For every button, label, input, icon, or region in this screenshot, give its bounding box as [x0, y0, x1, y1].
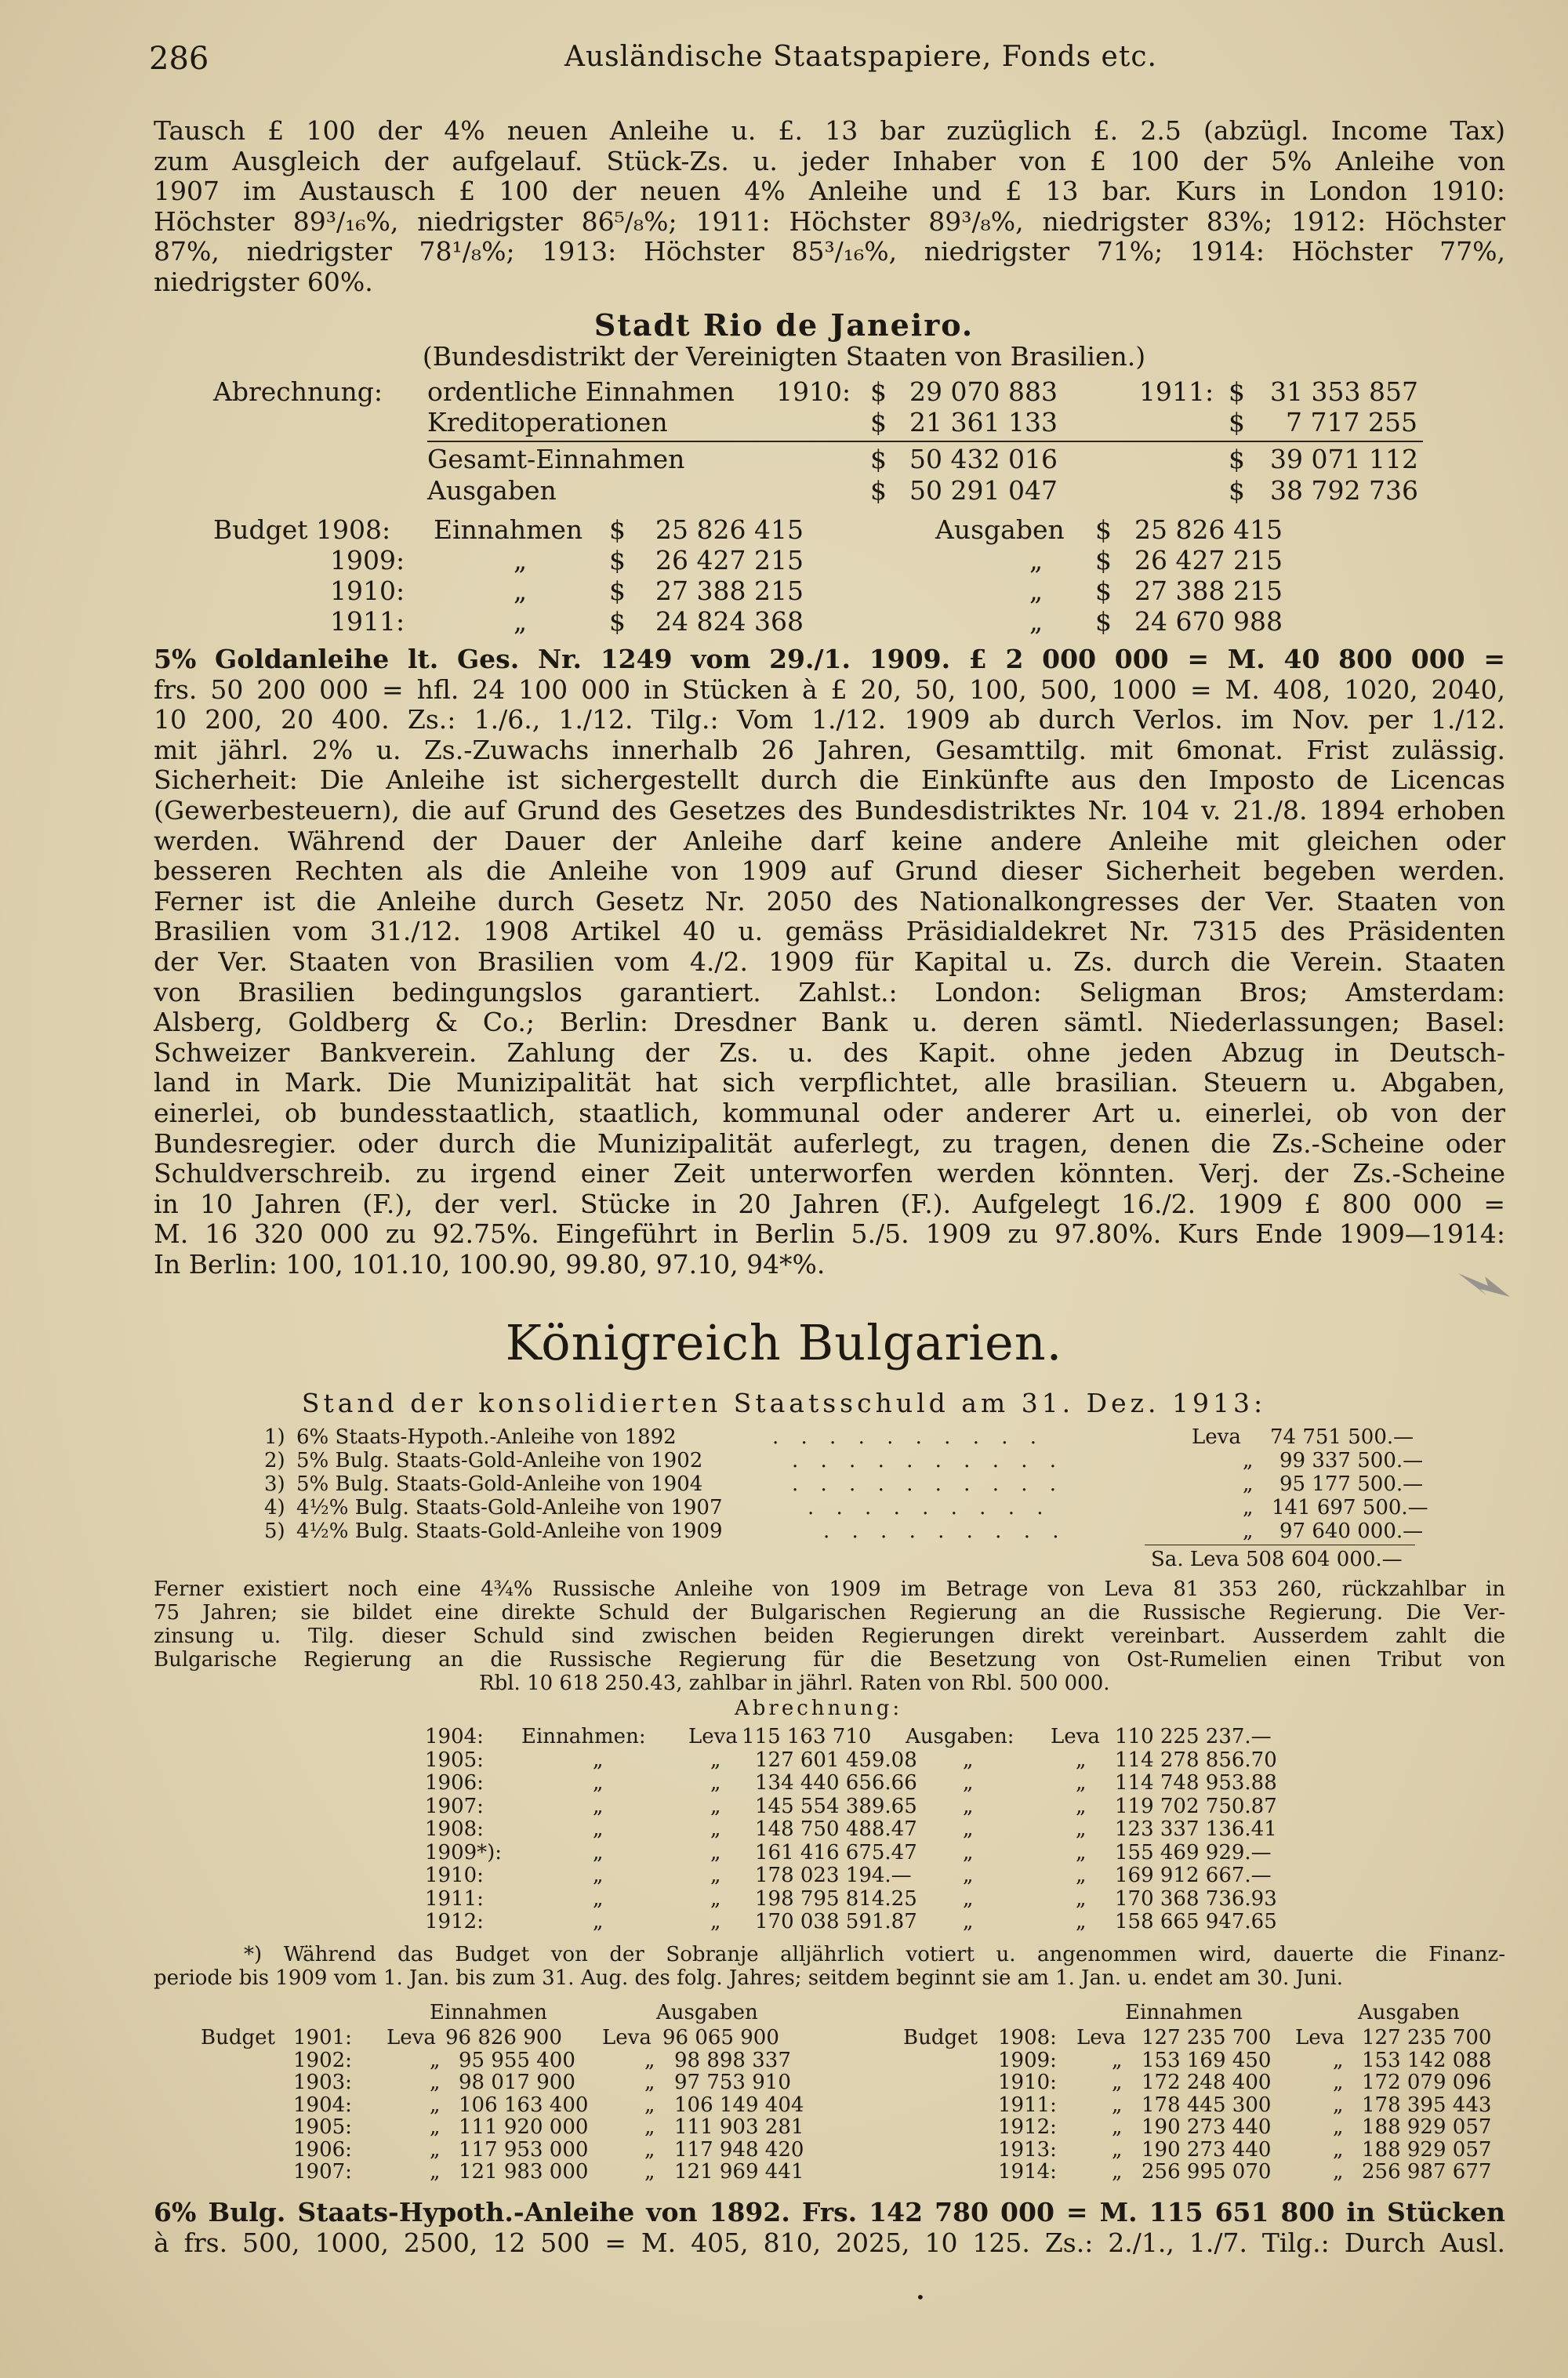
ausgaben-value: 97 753 910: [674, 2071, 791, 2094]
ditto-mark: „: [593, 1794, 604, 1818]
ditto-mark: „: [644, 2093, 655, 2117]
text-line: (Gewerbesteuern), die auf Grund des Gesetzes des Bundesdistriktes Nr. 104 v. 21./8. 1894 erhoben: [154, 794, 1505, 826]
currency-symbol: $: [1229, 407, 1245, 437]
einnahmen-value: 95 955 400: [459, 2048, 575, 2072]
debt-name: 4½% Bulg. Staats-Gold-Anleihe von 1907: [296, 1496, 723, 1519]
ditto-mark: „: [1029, 545, 1044, 575]
budget-label: Budget: [903, 2026, 978, 2049]
text-line: 5% Goldanleihe lt. Ges. Nr. 1249 vom 29./1. 1909. £ 2 000 000 = M. 40 800 000 =: [154, 644, 1505, 674]
text-line: Höchster 89³/₁₆%, niedrigster 86⁵/₈%; 1911: Höchster 89³/₈%, niedrigster 83%; 1912: Höchster: [154, 205, 1505, 237]
account-year: 1908:: [425, 1817, 484, 1841]
debt-name: 6% Staats-Hypoth.-Anleihe von 1892: [296, 1425, 677, 1449]
einnahmen-value: 98 017 900: [459, 2071, 575, 2094]
list-number: 3): [264, 1472, 285, 1496]
leader-dots: . . . . . . . . . .: [792, 1449, 1065, 1472]
value: 24 824 368: [655, 606, 804, 637]
budget-header-einnahmen: Einnahmen: [430, 2001, 547, 2024]
ditto-mark: „: [430, 2160, 441, 2184]
ditto-mark: „: [430, 2071, 441, 2094]
account-year: 1911:: [425, 1886, 484, 1911]
abrechnung-title: Abrechnung:: [735, 1697, 903, 1720]
text-line: 75 Jahren; sie bildet eine direkte Schuld der Bulgarischen Regierung an die Russische Regierung. Die Ver-: [154, 1601, 1505, 1625]
ditto-mark: „: [1076, 1794, 1087, 1818]
currency-label: Leva: [1076, 2026, 1126, 2049]
einnahmen-value: 111 920 000: [459, 2115, 589, 2139]
currency-symbol: $: [1095, 575, 1112, 606]
ausgaben-value: 111 903 281: [674, 2115, 804, 2139]
ausgaben-value: 188 929 057: [1362, 2115, 1492, 2139]
account-year: 1907:: [425, 1794, 484, 1818]
text-line: von Brasilien bedingungslos garantiert. Zahlst.: London: Seligman Bros; Amsterdam:: [154, 976, 1505, 1007]
ditto-mark: „: [710, 1886, 721, 1911]
ditto-mark: „: [514, 545, 528, 575]
currency-symbol: $: [609, 575, 626, 606]
text-line: Tausch £ 100 der 4% neuen Anleihe u. £. 13 bar zuzüglich £. 2.5 (abzügl. Income Tax): [154, 115, 1505, 146]
ditto-mark: „: [644, 2115, 655, 2139]
leader-dots: . . . . . . . . . .: [772, 1425, 1045, 1449]
ausgaben-value: 178 395 443: [1362, 2093, 1492, 2117]
text-line: à frs. 500, 1000, 2500, 12 500 = M. 405, 810, 2025, 10 125. Zs.: 2./1., 1./7. Tilg.: Durch Ausl.: [154, 2227, 1505, 2258]
currency-label: Leva: [1192, 1425, 1241, 1449]
row-label: Gesamt-Einnahmen: [427, 444, 685, 474]
debt-name: 5% Bulg. Staats-Gold-Anleihe von 1902: [296, 1449, 703, 1472]
ditto-mark: „: [593, 1840, 604, 1864]
account-year: 1910:: [425, 1864, 484, 1887]
ditto-mark: „: [1333, 2160, 1344, 2184]
budget-year: 1911:: [330, 606, 405, 637]
text-line: land in Mark. Die Munizipalität hat sich verpflichtet, alle brasilian. Steuern u. Abgaben,: [154, 1067, 1505, 1098]
currency-label: Leva: [688, 1725, 738, 1748]
ditto-mark: „: [1112, 2115, 1123, 2139]
running-title: Ausländische Staatspapiere, Fonds etc.: [564, 41, 1157, 73]
footnote: [154, 1943, 1505, 1990]
currency-symbol: $: [1229, 475, 1245, 506]
ditto-mark: „: [430, 2115, 441, 2139]
budget-year: 1911:: [998, 2093, 1057, 2117]
value: 31 353 857: [1270, 376, 1418, 407]
einnahmen-value: 161 416 675.47: [755, 1840, 917, 1864]
section-subheading-rio: (Bundesdistrikt der Vereinigten Staaten von Brasilien.): [422, 341, 1146, 372]
currency-symbol: $: [609, 606, 626, 637]
ditto-mark: „: [1076, 1886, 1087, 1911]
ditto-mark: „: [963, 1794, 974, 1818]
text-line: Sicherheit: Die Anleihe ist sichergestellt durch die Einkünfte aus den Imposto de Licencas: [154, 764, 1505, 796]
list-number: 5): [264, 1519, 285, 1543]
ausgaben-label: Ausgaben: [935, 514, 1065, 545]
ausgaben-value: 170 368 736.93: [1115, 1886, 1277, 1911]
budget-header-ausgaben: Ausgaben: [656, 2001, 758, 2024]
einnahmen-value: 134 440 656.66: [755, 1771, 917, 1795]
currency-symbol: $: [870, 475, 887, 506]
text-line: Bulgarische Regierung an die Russische Regierung für die Besetzung von Ost-Rumelien einen Tribut von: [154, 1648, 1505, 1672]
ausgaben-value: 98 898 337: [674, 2048, 791, 2072]
ditto-mark: „: [593, 1817, 604, 1841]
ditto-mark: „: [1333, 2071, 1344, 2094]
leader-dots: . . . . . . . . .: [823, 1519, 1067, 1543]
ausgaben-value: 256 987 677: [1362, 2160, 1492, 2184]
text-line: zinsung u. Tilg. dieser Schuld sind zwischen beiden Regierungen direkt vereinbart. Ausserdem zahlt die: [154, 1625, 1505, 1648]
ditto-mark: „: [593, 1771, 604, 1795]
ausgaben-value: 121 969 441: [674, 2160, 804, 2184]
text-line: zum Ausgleich der aufgelauf. Stück-Zs. u. jeder Inhaber von £ 100 der 5% Anleihe von: [154, 145, 1505, 176]
ditto-mark: „: [1243, 1449, 1254, 1472]
ausgaben-value: 155 469 929.—: [1115, 1840, 1272, 1864]
ditto-mark: „: [593, 1864, 604, 1887]
currency-symbol: $: [1229, 444, 1245, 474]
ditto-mark: „: [593, 1886, 604, 1911]
row-label: Kreditoperationen: [427, 407, 668, 437]
text-line: in 10 Jahren (F.), der verl. Stücke in 20 Jahren (F.). Aufgelegt 16./2. 1909 £ 800 000 =: [154, 1188, 1505, 1219]
value: 7 717 255: [1286, 407, 1417, 437]
debt-name: 5% Bulg. Staats-Gold-Anleihe von 1904: [296, 1472, 703, 1496]
ditto-mark: „: [1112, 2160, 1123, 2184]
budget-year: 1903:: [293, 2071, 352, 2094]
ditto-mark: „: [1029, 575, 1044, 606]
account-year: 1912:: [425, 1910, 484, 1933]
ausgaben-value: 110 225 237.—: [1115, 1725, 1272, 1748]
ditto-mark: „: [710, 1794, 721, 1818]
budget-year: 1908:: [998, 2026, 1057, 2049]
budget-year: 1901:: [293, 2026, 352, 2049]
einnahmen-value: 106 163 400: [459, 2093, 589, 2117]
budget-label: Budget: [201, 2026, 275, 2049]
value: 27 388 215: [655, 575, 804, 606]
text-line: niedrigster 60%.: [154, 266, 373, 297]
sum-rule: [427, 441, 1423, 442]
ditto-mark: „: [430, 2048, 441, 2072]
ditto-mark: „: [430, 2137, 441, 2162]
currency-symbol: $: [870, 376, 887, 407]
year-label: 1911:: [1139, 376, 1214, 407]
text-line: 87%, niedrigster 78¹/₈%; 1913: Höchster 85³/₁₆%, niedrigster 71%; 1914: Höchster 77%,: [154, 236, 1505, 267]
text-line: Ferner existiert noch eine 4¾% Russische Anleihe von 1909 im Betrage von Leva 81 353 260, rückzahlbar in: [154, 1577, 1505, 1601]
currency-symbol: $: [1095, 606, 1112, 637]
ditto-mark: „: [644, 2137, 655, 2162]
ditto-mark: „: [963, 1864, 974, 1887]
ausgaben-value: 114 278 856.70: [1115, 1748, 1277, 1772]
einnahmen-value: 121 983 000: [459, 2160, 589, 2184]
ausgaben-value: 158 665 947.65: [1115, 1910, 1277, 1933]
ditto-mark: „: [963, 1910, 974, 1933]
ditto-mark: „: [644, 2048, 655, 2072]
currency-label: Leva: [1051, 1725, 1100, 1748]
budget-year: 1909:: [330, 545, 405, 575]
ditto-mark: „: [1112, 2071, 1123, 2094]
einnahmen-label: Einnahmen:: [521, 1725, 646, 1748]
currency-label: Leva: [1295, 2026, 1345, 2049]
ditto-mark: „: [1243, 1496, 1254, 1519]
einnahmen-value: 117 953 000: [459, 2137, 589, 2162]
currency-symbol: $: [1229, 376, 1245, 407]
value: 25 826 415: [655, 514, 804, 545]
einnahmen-value: 115 163 710: [742, 1725, 872, 1748]
value: 24 670 988: [1134, 606, 1283, 637]
ditto-mark: „: [1333, 2048, 1344, 2072]
einnahmen-value: 153 169 450: [1142, 2048, 1272, 2072]
einnahmen-value: 145 554 389.65: [755, 1794, 917, 1818]
budget-header-einnahmen: Einnahmen: [1125, 2001, 1243, 2024]
currency-symbol: $: [1095, 514, 1112, 545]
text-line: Ferner ist die Anleihe durch Gesetz Nr. 2050 des Nationalkongresses der Ver. Staaten von: [154, 885, 1505, 917]
budget-year: 1914:: [998, 2160, 1057, 2184]
leader-dots: . . . . . . . . .: [808, 1496, 1051, 1519]
einnahmen-value: 190 273 440: [1142, 2115, 1272, 2139]
year-label: 1910:: [776, 376, 851, 407]
ausgaben-value: 127 235 700: [1362, 2026, 1492, 2049]
value: 25 826 415: [1134, 514, 1283, 545]
ditto-mark: „: [710, 1864, 721, 1887]
ditto-mark: „: [963, 1840, 974, 1864]
einnahmen-value: 172 248 400: [1142, 2071, 1272, 2094]
text-line: frs. 50 200 000 = hfl. 24 100 000 in Stücken à £ 20, 50, 100, 500, 1000 = M. 408, 1020, 2040,: [154, 673, 1505, 705]
list-number: 1): [264, 1425, 285, 1449]
final-paragraph: [154, 2198, 1505, 2258]
ausgaben-label: Ausgaben:: [906, 1725, 1014, 1748]
text-line: Schweizer Bankverein. Zahlung der Zs. u. des Kapit. ohne jeden Abzug in Deutsch-: [154, 1037, 1505, 1068]
ausgaben-value: 119 702 750.87: [1115, 1794, 1277, 1818]
budget-year: 1907:: [293, 2160, 352, 2184]
ditto-mark: „: [593, 1748, 604, 1772]
bullet-mark: •: [916, 2288, 925, 2307]
text-line: mit jährl. 2% u. Zs.-Zuwachs innerhalb 26 Jahren, Gesamttilg. mit 6monat. Frist zulässig.: [154, 734, 1505, 765]
ditto-mark: „: [1112, 2137, 1123, 2162]
ausgaben-value: 96 065 900: [662, 2026, 779, 2049]
einnahmen-value: 256 995 070: [1142, 2160, 1272, 2184]
einnahmen-value: 198 795 814.25: [755, 1886, 917, 1911]
currency-label: Leva: [387, 2026, 436, 2049]
ditto-mark: „: [710, 1910, 721, 1933]
ausgaben-value: 114 748 953.88: [1115, 1771, 1277, 1795]
intro-paragraph: [154, 116, 1505, 298]
budget-year: 1910:: [330, 575, 405, 606]
currency-symbol: $: [870, 407, 887, 437]
text-line: In Berlin: 100, 101.10, 100.90, 99.80, 97.10, 94*%.: [154, 1248, 826, 1280]
ditto-mark: „: [430, 2093, 441, 2117]
einnahmen-value: 96 826 900: [445, 2026, 562, 2049]
text-line: der Ver. Staaten von Brasilien vom 4./2. 1909 für Kapital u. Zs. durch die Verein. Staaten: [154, 946, 1505, 977]
debt-amount: 74 751 500.—: [1270, 1425, 1414, 1449]
text-line: Schuldverschreib. zu irgend einer Zeit unterworfen werden könnten. Verj. der Zs.-Scheine: [154, 1158, 1505, 1189]
einnahmen-value: 127 235 700: [1142, 2026, 1272, 2049]
ditto-mark: „: [1112, 2048, 1123, 2072]
debt-amount: 97 640 000.—: [1279, 1519, 1424, 1543]
ditto-mark: „: [1333, 2093, 1344, 2117]
einnahmen-value: 190 273 440: [1142, 2137, 1272, 2162]
ditto-mark: „: [1076, 1864, 1087, 1887]
value: 50 432 016: [909, 444, 1058, 474]
ausgaben-value: 188 929 057: [1362, 2137, 1492, 2162]
text-line: besseren Rechten als die Anleihe von 1909 auf Grund dieser Sicherheit begeben werden.: [154, 855, 1505, 887]
section-heading-rio: Stadt Rio de Janeiro.: [593, 307, 975, 343]
value: 50 291 047: [909, 475, 1058, 506]
ditto-mark: „: [514, 575, 528, 606]
einnahmen-value: 170 038 591.87: [755, 1910, 917, 1933]
ditto-mark: „: [1076, 1840, 1087, 1864]
text-line: periode bis 1909 vom 1. Jan. bis zum 31. Aug. des folg. Jahres; seitdem beginnt sie am 1. Jan. u. endet am 30. Juni.: [154, 1966, 1344, 1990]
ditto-mark: „: [963, 1748, 974, 1772]
list-number: 4): [264, 1496, 285, 1519]
stand-heading: Stand der konsolidierten Staatsschuld am 31. Dez. 1913:: [301, 1388, 1267, 1418]
debt-amount: 99 337 500.—: [1279, 1449, 1424, 1472]
currency-symbol: $: [609, 514, 626, 545]
einnahmen-value: 178 445 300: [1142, 2093, 1272, 2117]
ditto-mark: „: [963, 1817, 974, 1841]
text-line: 1907 im Austausch £ 100 der neuen 4% Anleihe und £ 13 bar. Kurs in London 1910:: [154, 176, 1505, 207]
ausgaben-value: 169 912 667.—: [1115, 1864, 1272, 1887]
account-year: 1906:: [425, 1771, 484, 1795]
account-year: 1909*):: [425, 1840, 503, 1864]
value: 26 427 215: [1134, 545, 1283, 575]
leader-dots: . . . . . . . . . .: [792, 1472, 1065, 1496]
einnahmen-label: Einnahmen: [434, 514, 583, 545]
budget-year: 1913:: [998, 2137, 1057, 2162]
text-line: 6% Bulg. Staats-Hypoth.-Anleihe von 1892. Frs. 142 780 000 = M. 115 651 800 in Stücken: [154, 2197, 1505, 2227]
ditto-mark: „: [1243, 1472, 1254, 1496]
value: 21 361 133: [909, 407, 1058, 437]
ausgaben-value: 153 142 088: [1362, 2048, 1492, 2072]
budget-header-ausgaben: Ausgaben: [1358, 2001, 1460, 2024]
ditto-mark: „: [514, 606, 528, 637]
ditto-mark: „: [1076, 1748, 1087, 1772]
ditto-mark: „: [1333, 2137, 1344, 2162]
ditto-mark: „: [1076, 1910, 1087, 1933]
row-label: Ausgaben: [427, 475, 557, 506]
ditto-mark: „: [644, 2160, 655, 2184]
currency-label: Leva: [602, 2026, 652, 2049]
text-line: werden. Während der Dauer der Anleihe darf keine andere Anleihe mit gleichen oder: [154, 825, 1505, 856]
account-year: 1904:: [425, 1725, 484, 1748]
debt-name: 4½% Bulg. Staats-Gold-Anleihe von 1909: [296, 1519, 723, 1543]
ausgaben-value: 172 079 096: [1362, 2071, 1492, 2094]
ausgaben-value: 123 337 136.41: [1115, 1817, 1277, 1841]
einnahmen-value: 127 601 459.08: [755, 1748, 917, 1772]
ditto-mark: „: [1243, 1519, 1254, 1543]
ditto-mark: „: [963, 1771, 974, 1795]
ditto-mark: „: [1029, 606, 1044, 637]
page-number: 286: [149, 41, 209, 77]
debt-amount: 141 697 500.—: [1272, 1496, 1428, 1519]
debt-sum: Sa. Leva 508 604 000.—: [1151, 1548, 1403, 1571]
ditto-mark: „: [1112, 2093, 1123, 2117]
budget-year: 1912:: [998, 2115, 1057, 2139]
text-line: Brasilien vom 31./12. 1908 Artikel 40 u. gemäss Präsidialdekret Nr. 7315 des Präsidenten: [154, 916, 1505, 947]
ditto-mark: „: [1076, 1817, 1087, 1841]
budget-year: 1905:: [293, 2115, 352, 2139]
section-heading-bulgaria: Königreich Bulgarien.: [505, 1314, 1063, 1371]
ditto-mark: „: [710, 1771, 721, 1795]
ausgaben-value: 117 948 420: [674, 2137, 804, 2162]
ditto-mark: „: [710, 1748, 721, 1772]
goldanleihe-paragraph: [154, 644, 1505, 1280]
pencil-mark-icon: [1457, 1269, 1512, 1300]
text-line: Alsberg, Goldberg & Co.; Berlin: Dresdner Bank u. deren sämtl. Niederlassungen; Basel:: [154, 1007, 1505, 1038]
row-label: ordentliche Einnahmen: [427, 376, 735, 407]
budget-year: Budget 1908:: [213, 514, 391, 545]
list-number: 2): [264, 1449, 285, 1472]
text-line: Rbl. 10 618 250.43, zahlbar in jährl. Raten von Rbl. 500 000.: [479, 1672, 1110, 1695]
text-line: *) Während das Budget von der Sobranje alljährlich votiert u. angenommen wird, dauerte die Finanz-: [244, 1943, 1505, 1966]
ditto-mark: „: [1076, 1771, 1087, 1795]
currency-symbol: $: [1095, 545, 1112, 575]
budget-year: 1906:: [293, 2137, 352, 2162]
currency-symbol: $: [870, 444, 887, 474]
account-year: 1905:: [425, 1748, 484, 1772]
value: 29 070 883: [909, 376, 1058, 407]
einnahmen-value: 178 023 194.—: [755, 1864, 912, 1887]
text-line: einerlei, ob bundesstaatlich, staatlich, kommunal oder anderer Art u. einerlei, ob von der: [154, 1097, 1505, 1128]
ditto-mark: „: [644, 2071, 655, 2094]
text-line: 10 200, 20 400. Zs.: 1./6., 1./12. Tilg.: Vom 1./12. 1909 ab durch Verlos. im Nov. per 1./12.: [154, 704, 1505, 735]
ausgaben-value: 106 149 404: [674, 2093, 804, 2117]
ferner-paragraph: [154, 1577, 1505, 1695]
text-line: Bundesregier. oder durch die Munizipalität auferlegt, zu tragen, denen die Zs.-Scheine oder: [154, 1127, 1505, 1159]
budget-year: 1909:: [998, 2048, 1057, 2072]
value: 26 427 215: [655, 545, 804, 575]
value: 38 792 736: [1270, 475, 1418, 506]
ditto-mark: „: [963, 1886, 974, 1911]
abrechnung-label: Abrechnung:: [213, 376, 383, 407]
budget-year: 1904:: [293, 2093, 352, 2117]
text-line: M. 16 320 000 zu 92.75%. Eingeführt in Berlin 5./5. 1909 zu 97.80%. Kurs Ende 1909—1914:: [154, 1218, 1505, 1250]
budget-year: 1902:: [293, 2048, 352, 2072]
currency-symbol: $: [609, 545, 626, 575]
ditto-mark: „: [710, 1840, 721, 1864]
debt-amount: 95 177 500.—: [1279, 1472, 1424, 1496]
einnahmen-value: 148 750 488.47: [755, 1817, 917, 1841]
ditto-mark: „: [1333, 2115, 1344, 2139]
value: 39 071 112: [1270, 444, 1418, 474]
budget-year: 1910:: [998, 2071, 1057, 2094]
value: 27 388 215: [1134, 575, 1283, 606]
ditto-mark: „: [710, 1817, 721, 1841]
ditto-mark: „: [593, 1910, 604, 1933]
